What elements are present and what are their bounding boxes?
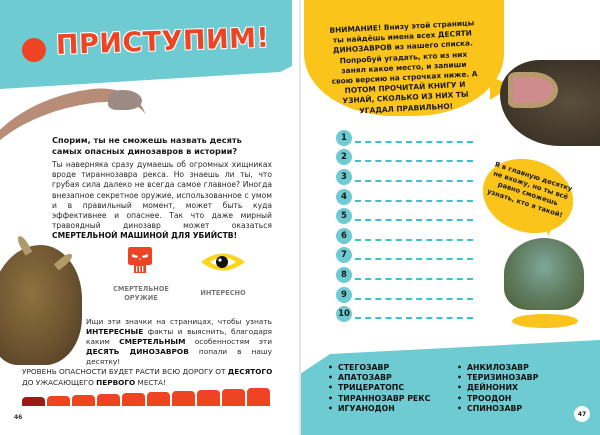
danger-segment-2 — [222, 389, 245, 406]
answer-row[interactable] — [336, 148, 473, 168]
page-number-right: 47 — [574, 406, 590, 422]
answer-line[interactable] — [355, 317, 473, 319]
dinosaur-name: • ТРООДОН — [457, 394, 538, 404]
answer-line[interactable] — [355, 258, 473, 260]
styracosaurus-shadow — [512, 314, 578, 328]
answer-line[interactable] — [355, 239, 473, 241]
rank-badge: 4 — [336, 189, 352, 205]
answer-row[interactable] — [336, 206, 473, 226]
rank-badge: 2 — [336, 149, 352, 165]
eye-icon — [200, 251, 246, 273]
lead-question: Спорим, ты не сможешь назвать десять самых опасных динозавров в истории? — [52, 135, 242, 156]
rank-badge: 3 — [336, 169, 352, 185]
page-title: ПРИСТУПИМ! — [55, 22, 270, 61]
danger-level-caption: УРОВЕНЬ ОПАСНОСТИ БУДЕТ РАСТИ ВСЮ ДОРОГУ ОТ ДЕСЯТОГО ДО УЖАСАЮЩЕГО ПЕРВОГО МЕСТА! — [22, 367, 273, 387]
dinosaur-list-left — [328, 363, 430, 414]
answer-row[interactable] — [336, 246, 473, 266]
dinosaur-name: • АПАТОЗАВР — [328, 373, 430, 383]
answer-line[interactable] — [355, 180, 473, 182]
small-bubble-tail — [544, 220, 556, 236]
danger-segment-10 — [22, 397, 45, 406]
book-gutter — [299, 0, 301, 435]
danger-segment-4 — [172, 391, 195, 406]
dinosaur-name: • ДЕЙНОНИХ — [457, 383, 538, 393]
attention-text: ВНИМАНИЕ! Внизу этой страницы ты найдёшь имена всех ДЕСЯТИ ДИНОЗАВРОВ из нашего списка. Попробуй угадать, кто из них занял какое место, и запиши свою версию на строчках ниже. А ПОТОМ ПРОЧИТАЙ КНИГУ И УЗНАЙ, СКОЛЬКО ИЗ НИХ ТЫ УГАДАЛ ПРАВИЛЬНО! — [329, 18, 478, 116]
answer-row[interactable] — [336, 226, 473, 246]
answer-row[interactable] — [336, 304, 473, 324]
dinosaur-list-right — [457, 363, 538, 414]
title-bullet-icon — [22, 38, 46, 62]
styracosaurus-speech-text: Я в главную десятку не вхожу, но ты всё равно сможешь узнать, кто я такой! — [486, 160, 574, 219]
answer-list — [336, 128, 473, 324]
dinosaur-name: • АНКИЛОЗАВР — [457, 363, 538, 373]
interesting-label: ИНТЕРЕСНО — [200, 289, 246, 297]
rank-badge: 9 — [336, 287, 352, 303]
answer-row[interactable] — [336, 167, 473, 187]
deadly-weapon-label: СМЕРТЕЛЬНОЕ ОРУЖИЕ — [113, 285, 169, 302]
danger-segment-5 — [147, 392, 170, 406]
horn-right — [54, 252, 74, 271]
danger-segment-6 — [122, 393, 145, 406]
rank-badge: 8 — [336, 267, 352, 283]
rank-badge: 10 — [336, 306, 352, 322]
emphasis-deadly-machine: СМЕРТЕЛЬНОЙ МАШИНОЙ ДЛЯ УБИЙСТВ! — [52, 231, 238, 241]
answer-row[interactable] — [336, 128, 473, 148]
rank-badge: 1 — [336, 130, 352, 146]
answer-line[interactable] — [355, 219, 473, 221]
danger-segment-1 — [247, 388, 270, 406]
brachiosaurus-head-illustration — [108, 90, 142, 110]
dinosaur-name: • СТЕГОЗАВР — [328, 363, 430, 373]
danger-segment-7 — [97, 394, 120, 406]
right-page — [300, 0, 600, 435]
dinosaur-name: • ИГУАНОДОН — [328, 404, 430, 414]
carnotaurus-illustration — [0, 245, 82, 365]
dinosaur-name: • ТЕРИЗИНОЗАВР — [457, 373, 538, 383]
answer-row[interactable] — [336, 187, 473, 207]
dinosaur-name: • ТИРАННОЗАВР РЕКС — [328, 394, 430, 404]
answer-line[interactable] — [355, 141, 473, 143]
rank-badge: 5 — [336, 208, 352, 224]
answer-line[interactable] — [355, 298, 473, 300]
styracosaurus-illustration — [504, 238, 584, 310]
dinosaur-name: • СПИНОЗАВР — [457, 404, 538, 414]
horn-left — [16, 234, 33, 255]
page-number-left: 46 — [14, 414, 23, 421]
dinosaur-name: • ТРИЦЕРАТОПС — [328, 383, 430, 393]
trex-mouth — [508, 72, 558, 108]
intro-paragraph: Ты наверняка сразу думаешь об огромных хищниках вроде тираннозавра рекса. Но знаешь ли ты, что грубая сила далеко не всегда самое главное? Иногда внезапное секретное оружие, использованное с умом и в правильный момент, может быть куда эффективнее и опаснее. Так что даже мирный травоядный динозавр может оказаться СМЕРТЕЛЬНОЙ МАШИНОЙ ДЛЯ УБИЙСТВ! — [52, 160, 272, 241]
danger-segment-3 — [197, 390, 220, 406]
danger-segment-9 — [47, 396, 70, 406]
answer-line[interactable] — [355, 278, 473, 280]
answer-row[interactable] — [336, 265, 473, 285]
icon-legend-paragraph: Ищи эти значки на страницах, чтобы узнать ИНТЕРЕСНЫЕ факты и выяснить, благодаря каким СМЕРТЕЛЬНЫМ особенностям эти ДЕСЯТЬ ДИНОЗАВРОВ попали в нашу десятку! — [86, 317, 272, 366]
answer-line[interactable] — [355, 160, 473, 162]
skull-icon — [127, 245, 153, 275]
danger-level-bar — [22, 388, 270, 406]
rank-badge: 7 — [336, 247, 352, 263]
rank-badge: 6 — [336, 228, 352, 244]
answer-row[interactable] — [336, 285, 473, 305]
danger-segment-8 — [72, 395, 95, 406]
answer-line[interactable] — [355, 200, 473, 202]
